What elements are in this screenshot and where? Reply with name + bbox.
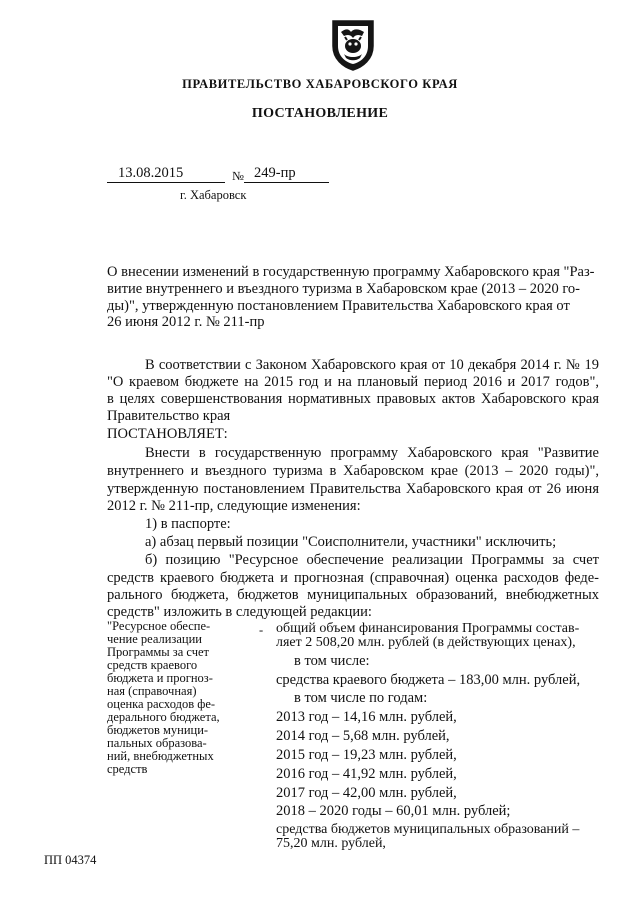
preamble-line: В соответствии с Законом Хабаровского края от 10 декабря 2014 г. № 19 [145, 357, 599, 373]
clause-line: Внести в государственную программу Хабаровского края "Развитие [145, 445, 599, 461]
clause-line: внутреннего и въездного туризма в Хабаровском крае (2013 – 2020 годы)", [107, 463, 599, 479]
subject-line: 26 июня 2012 г. № 211-пр [107, 314, 265, 330]
document-type-title: ПОСТАНОВЛЕНИЕ [251, 106, 389, 121]
subject-line: витие внутреннего и въездного туризма в Хабаровском крае (2013 – 2020 го- [107, 281, 580, 297]
item-b-line: средств краевого бюджета и прогнозная (справочная) оценка расходов феде- [107, 570, 599, 586]
preamble-line: "О краевом бюджете на 2015 год и на плановый период 2016 и 2017 годов", [107, 374, 599, 390]
label-line: "Ресурсное обеспе- [107, 619, 211, 633]
label-line: пальных образова- [107, 736, 207, 750]
label-line: ний, внебюджетных [107, 749, 214, 763]
regional-budget-line: средства краевого бюджета – 183,00 млн. рублей, [276, 672, 581, 688]
year-line: 2017 год – 42,00 млн. рублей, [276, 785, 457, 801]
total-line: общий объем финансирования Программы состав- [276, 621, 580, 636]
municipal-line: 75,20 млн. рублей, [276, 836, 386, 851]
document-city: г. Хабаровск [180, 188, 247, 202]
label-line: Программы за счет [107, 645, 210, 659]
subject-line: О внесении изменений в государственную программу Хабаровского края "Раз- [107, 264, 595, 280]
year-line: 2018 – 2020 годы – 60,01 млн. рублей; [276, 803, 511, 819]
year-line: 2016 год – 41,92 млн. рублей, [276, 766, 457, 782]
year-line: 2014 год – 5,68 млн. рублей, [276, 728, 450, 744]
label-line: чение реализации [107, 632, 202, 646]
label-line: средств [107, 762, 148, 776]
coat-of-arms-emblem [330, 18, 376, 72]
clause-line: 2012 г. № 211-пр, следующие изменения: [107, 498, 361, 514]
dash-marker: - [259, 623, 264, 637]
document-number: 249-пр [254, 165, 296, 181]
year-line: 2013 год – 14,16 млн. рублей, [276, 709, 457, 725]
item-b-line: средств" изложить в следующей редакции: [107, 604, 372, 620]
municipal-line: средства бюджетов муниципальных образований – [276, 822, 580, 837]
clause-line: утвержденную постановлением Правительства Хабаровского края от 26 июня [107, 481, 599, 497]
label-line: бюджета и прогноз- [107, 671, 213, 685]
resolves-heading: ПОСТАНОВЛЯЕТ: [107, 426, 228, 442]
label-line: оценка расходов фе- [107, 697, 216, 711]
item-a: а) абзац первый позиции "Соисполнители, участники" исключить; [145, 534, 557, 550]
government-title: ПРАВИТЕЛЬСТВО ХАБАРОВСКОГО КРАЯ [182, 77, 458, 91]
year-line: 2015 год – 19,23 млн. рублей, [276, 747, 457, 763]
total-line: ляет 2 508,20 млн. рублей (в действующих ценах), [276, 635, 576, 650]
date-underline [107, 182, 225, 183]
by-year-line: в том числе по годам: [294, 690, 428, 706]
item-b-line: рального бюджета, бюджетов муниципальных образований, внебюджетных [107, 587, 599, 603]
subject-line: ды)", утвержденную постановлением Правительства Хабаровского края от [107, 298, 570, 314]
number-underline [244, 182, 329, 183]
label-line: бюджетов муници- [107, 723, 209, 737]
footer-code: ПП 04374 [44, 853, 97, 867]
preamble-line: Правительство края [107, 408, 231, 424]
preamble-line: в целях совершенствования нормативных правовых актов Хабаровского края [107, 391, 599, 407]
item-1: 1) в паспорте: [145, 516, 231, 532]
number-sign: № [232, 169, 244, 183]
label-line: ная (справочная) [107, 684, 197, 698]
label-line: средств краевого [107, 658, 198, 672]
document-date: 13.08.2015 [118, 165, 184, 181]
label-line: дерального бюджета, [107, 710, 220, 724]
including-line: в том числе: [294, 653, 370, 669]
item-b-line: б) позицию "Ресурсное обеспечение реализации Программы за счет [145, 552, 599, 568]
